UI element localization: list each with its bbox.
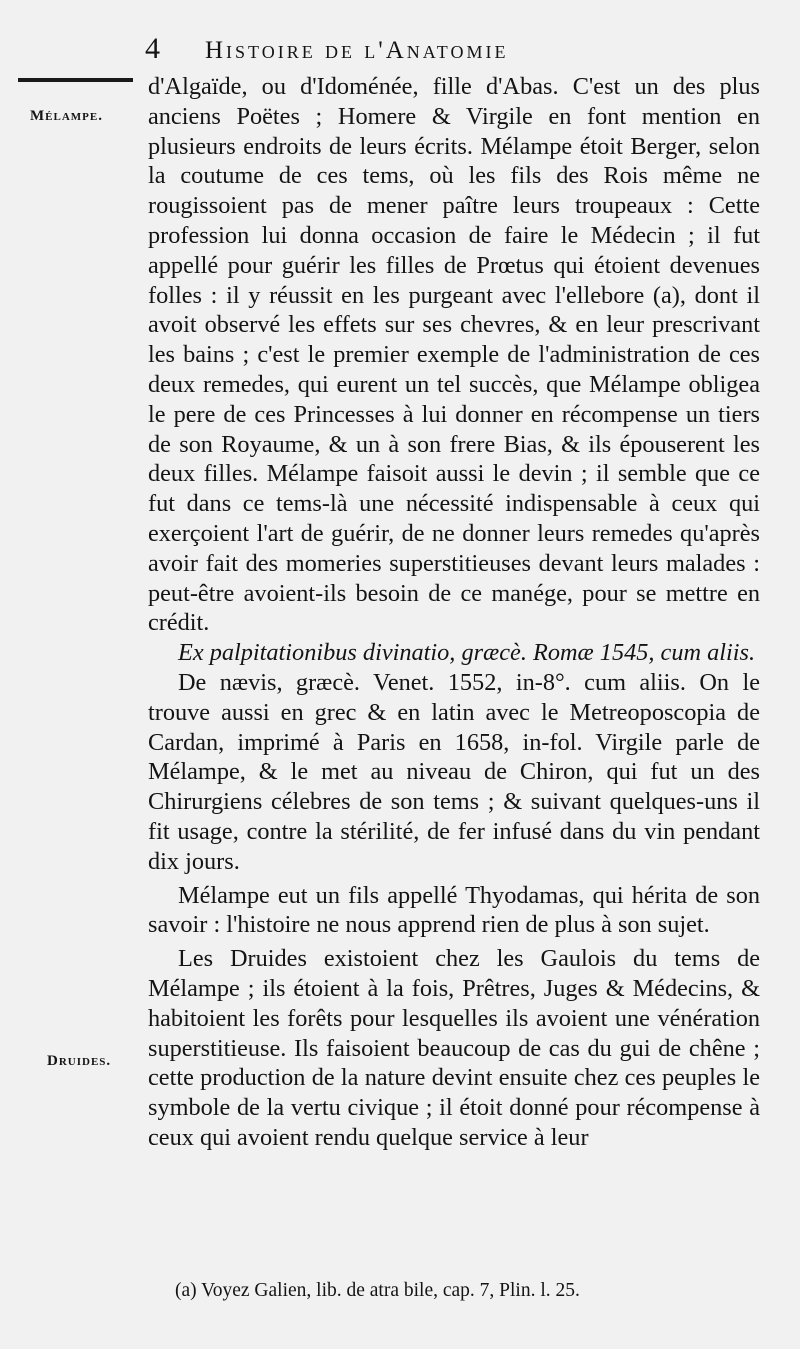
body-text: [148, 72, 760, 1153]
paragraph-thyodamas: Mélampe eut un fils appellé Thyodamas, qui hérita de son savoir : l'histoire ne nous apprend rien de plus à son sujet.: [148, 881, 760, 939]
paragraph-work-palpitationibus: Ex palpitationibus divinatio, græcè. Romæ 1545, cum aliis.: [178, 639, 756, 667]
paragraph-work-naevis: De nævis, græcè. Venet. 1552, in-8°. cum aliis. On le trouve aussi en grec & en latin avec le Metreoposcopia de Cardan, imprimé à Paris en 1658, in-fol. Virgile parle de Mélampe, & le met au niveau de Chiron, qui fut un des Chirurgiens célebres de son tems ; & suivant quelques-uns il fit usage, contre la stérilité, de fer infusé dans du vin pendant dix jours.: [148, 668, 760, 875]
paragraph-melampe: d'Algaïde, ou d'Idoménée, fille d'Abas. C'est un des plus anciens Poëtes ; Homere & Virgile en font mention en plusieurs endroits de leurs écrits. Mélampe étoit Berger, selon la coutume de ces tems, où les fils des Rois même ne rougissoient pas de mener paître leurs troupeaux : Cette profession lui donna occasion de faire le Médecin ; il fut appellé pour guérir les filles de Prœtus qui étoient devenues folles : il y réussit en les purgeant avec l'ellebore (a), dont il avoit observé les effets sur ses chevres, & en leur prescrivant les bains ; c'est le premier exemple de l'administration de ces deux remedes, qui eurent un tel succès, que Mélampe obligea le pere de ces Princesses à lui donner en récompense un tiers de son Royaume, & un à son frere Bias, & ils épouserent les deux filles. Mélampe faisoit aussi le devin ; il semble que ce fut dans ce tems-là une nécessité indispensable à ceux qui exerçoient l'art de guérir, de ne donner leurs remedes qu'après avoir fait des momeries superstitieuses devant leurs malades : peut-être avoient-ils besoin de ce manége, pour se mettre en crédit.: [148, 73, 760, 637]
page-number: 4: [145, 32, 160, 65]
page-header: [145, 32, 675, 66]
running-head: Histoire de l'Anatomie: [205, 37, 509, 64]
header-rule: [18, 78, 133, 82]
paragraph-druides: Les Druides existoient chez les Gaulois du tems de Mélampe ; ils étoient à la fois, Prêtres, Juges & Médecins, & habitoient les forêts pour lesquelles ils avoient une vénération superstitieuse. Ils faisoient beaucoup de cas du gui de chêne ; cette production de la nature devint ensuite chez ces peuples le symbole de la vertu civique ; il étoit donné pour récompense à ceux qui avoient rendu quelque service à leur: [148, 945, 760, 1151]
side-note-druides: Druides.: [47, 1053, 112, 1069]
side-note-melampe: Mélampe.: [30, 108, 103, 124]
footnote: (a) Voyez Galien, lib. de atra bile, cap. 7, Plin. l. 25.: [175, 1280, 580, 1301]
